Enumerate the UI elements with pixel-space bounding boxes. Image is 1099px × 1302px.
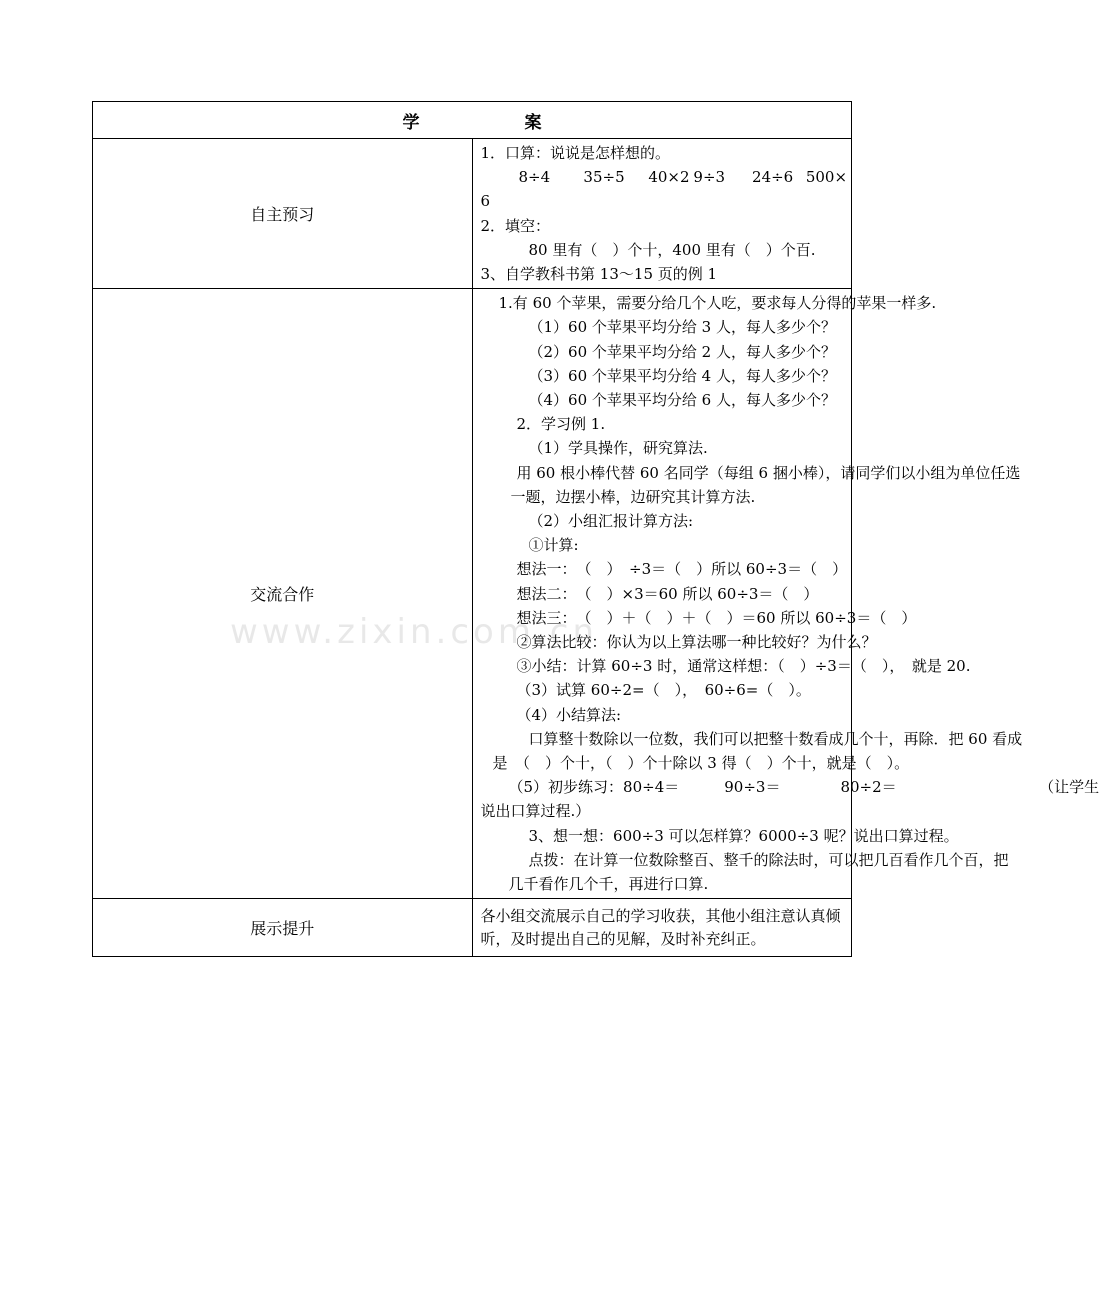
coop-line: ③小结：计算 60÷3 时，通常这样想：（ ）÷3＝（ ）， 就是 20.	[516, 657, 971, 676]
lesson-plan-table	[92, 101, 1099, 957]
calc-item: 8÷4	[518, 168, 551, 187]
header-row	[93, 102, 852, 139]
table-title-cell	[93, 102, 852, 139]
coop-line: 2．学习例 1.	[516, 415, 606, 434]
preview-line-2b: 6	[480, 192, 491, 211]
coop-line: 想法三： （ ）＋（ ）＋（ ）＝60 所以 60÷3＝（ ）	[516, 608, 917, 627]
promotion-label: 展示提升	[93, 899, 473, 957]
promotion-content: 各小组交流展示自己的学习收获，其他小组注意认真倾听，及时提出自己的见解，及时补充纠正。	[472, 899, 852, 957]
coop-line: 用 60 根小棒代替 60 名同学（每组 6 捆小棒），请同学们以小组为单位任选	[516, 463, 1021, 482]
coop-line: 几千看作几个千，再进行口算.	[508, 875, 709, 894]
coop-line: 说出口算过程.）	[480, 802, 591, 821]
coop-line: （3）60 个苹果平均分给 4 人，每人多少个？	[528, 366, 836, 385]
coop-line: （1）学具操作，研究算法.	[528, 439, 708, 458]
coop-line: （4）60 个苹果平均分给 6 人，每人多少个？	[528, 391, 836, 410]
oral-calc-row	[481, 165, 848, 189]
preview-content	[472, 139, 852, 289]
coop-line: 想法一： （ ） ÷3＝（ ）所以 60÷3＝（ ）	[516, 560, 848, 579]
coop-line: 1.有 60 个苹果，需要分给几个人吃，要求每人分得的苹果一样多.	[498, 294, 937, 313]
coop-line: 是 （ ）个十，（ ）个十除以 3 得（ ）个十，就是（ ）。	[492, 754, 910, 773]
coop-line: ①计算:	[528, 536, 579, 555]
coop-line: （2）60 个苹果平均分给 2 人，每人多少个？	[528, 342, 836, 361]
coop-line: 点拨：在计算一位数除整百、整千的除法时，可以把几百看作几个百，把	[528, 850, 1009, 869]
coop-line: 一题，边摆小棒，边研究其计算方法.	[510, 487, 756, 506]
preview-line-1: 1．口算：说说是怎样想的。	[480, 144, 671, 162]
calc-item: 35÷5	[583, 168, 625, 187]
coop-line: （1）60 个苹果平均分给 3 人，每人多少个？	[528, 318, 836, 337]
coop-line: （2）小组汇报计算方法:	[528, 512, 694, 531]
calc-item: 9÷3	[693, 168, 726, 187]
preview-row	[93, 139, 852, 289]
coop-line: （5）初步练习：80÷4＝ 90÷3＝ 80÷2＝ （让学生	[508, 778, 1099, 797]
calc-item: 24÷6	[752, 168, 794, 187]
calc-item: 40×2	[648, 168, 690, 187]
preview-label: 自主预习	[93, 139, 473, 289]
coop-line: 3、想一想：600÷3 可以怎样算？6000÷3 呢？说出口算过程。	[528, 826, 959, 845]
preview-line-5: 3、自学教科书第 13～15 页的例 1	[480, 265, 718, 284]
table-title: 学 案	[402, 112, 586, 133]
cooperation-label: 交流合作	[93, 289, 473, 899]
cooperation-content	[472, 289, 1099, 899]
coop-line: 口算整十数除以一位数，我们可以把整十数看成几个十，再除．把 60 看成	[528, 729, 1023, 748]
coop-line: （4）小结算法:	[516, 705, 622, 724]
calc-item: 500×	[805, 168, 848, 187]
coop-line: ②算法比较：你认为以上算法哪一种比较好？为什么？	[516, 633, 877, 652]
preview-line-4: 80 里有（ ）个十，400 里有（ ）个百.	[528, 240, 816, 259]
coop-line: （3）试算 60÷2=（ ）， 60÷6=（ ）。	[516, 681, 811, 700]
coop-line: 想法二： （ ）×3＝60 所以 60÷3＝（ ）	[516, 584, 819, 603]
watermark: www.zixin.com.cn	[230, 612, 598, 652]
preview-line-3: 2．填空：	[480, 216, 551, 235]
promotion-row	[93, 899, 852, 957]
cooperation-row	[93, 289, 852, 899]
